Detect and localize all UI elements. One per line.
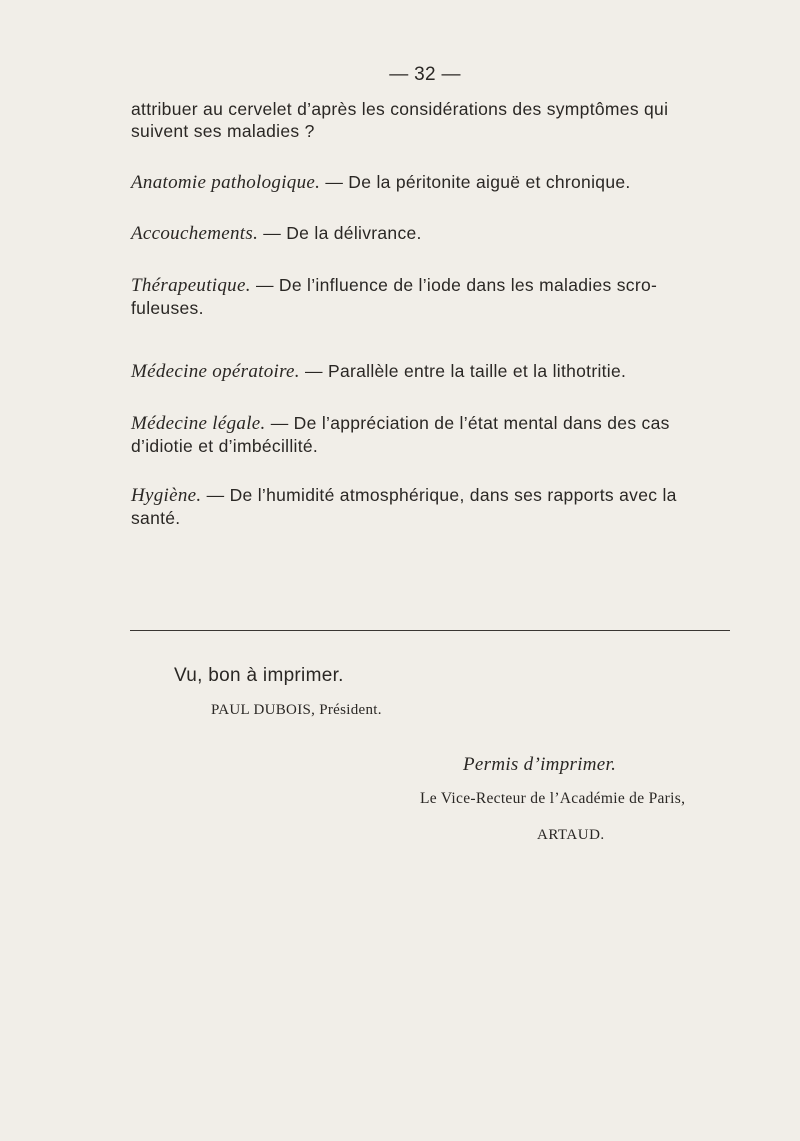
permit-title: Permis d’imprimer. [463, 754, 617, 775]
question-subject: Accouchements. [131, 223, 259, 244]
intro-paragraph: attribuer au cervelet d’après les considérations des symptômes qui suivent ses maladies ? [131, 99, 669, 141]
question-subject: Hygiène. [131, 485, 202, 506]
question-text: — De la péritonite aiguë et chronique. [320, 172, 631, 192]
question-text: — Parallèle entre la taille et la lithotritie. [299, 361, 627, 381]
question-medecine-operatoire [131, 360, 721, 383]
question-subject: Anatomie pathologique. [131, 172, 321, 193]
permit-authority: Le Vice-Recteur de l’Académie de Paris, [420, 790, 686, 807]
question-therapeutique [131, 274, 721, 319]
page-number: — 32 — [389, 64, 461, 85]
question-text: — De la délivrance. [258, 223, 422, 243]
question-subject: Médecine opératoire. [131, 361, 300, 382]
permit-signer: ARTAUD. [537, 827, 605, 843]
question-accouchements [131, 222, 721, 245]
question-text: — De l’appréciation de l’état mental dans des cas d’idiotie et d’imbécillité. [131, 413, 670, 456]
approval-statement: Vu, bon à imprimer. [174, 665, 344, 686]
question-subject: Thérapeutique. [131, 275, 251, 296]
question-subject: Médecine légale. [131, 413, 266, 434]
president-signature: PAUL DUBOIS, Président. [211, 702, 382, 718]
horizontal-rule [130, 630, 730, 631]
question-text: — De l’influence de l’iode dans les maladies scro-fuleuses. [131, 275, 658, 318]
question-hygiene [131, 484, 721, 529]
question-anatomie-pathologique [131, 171, 721, 194]
question-medecine-legale [131, 412, 721, 457]
question-text: — De l’humidité atmosphérique, dans ses rapports avec la santé. [131, 485, 677, 528]
